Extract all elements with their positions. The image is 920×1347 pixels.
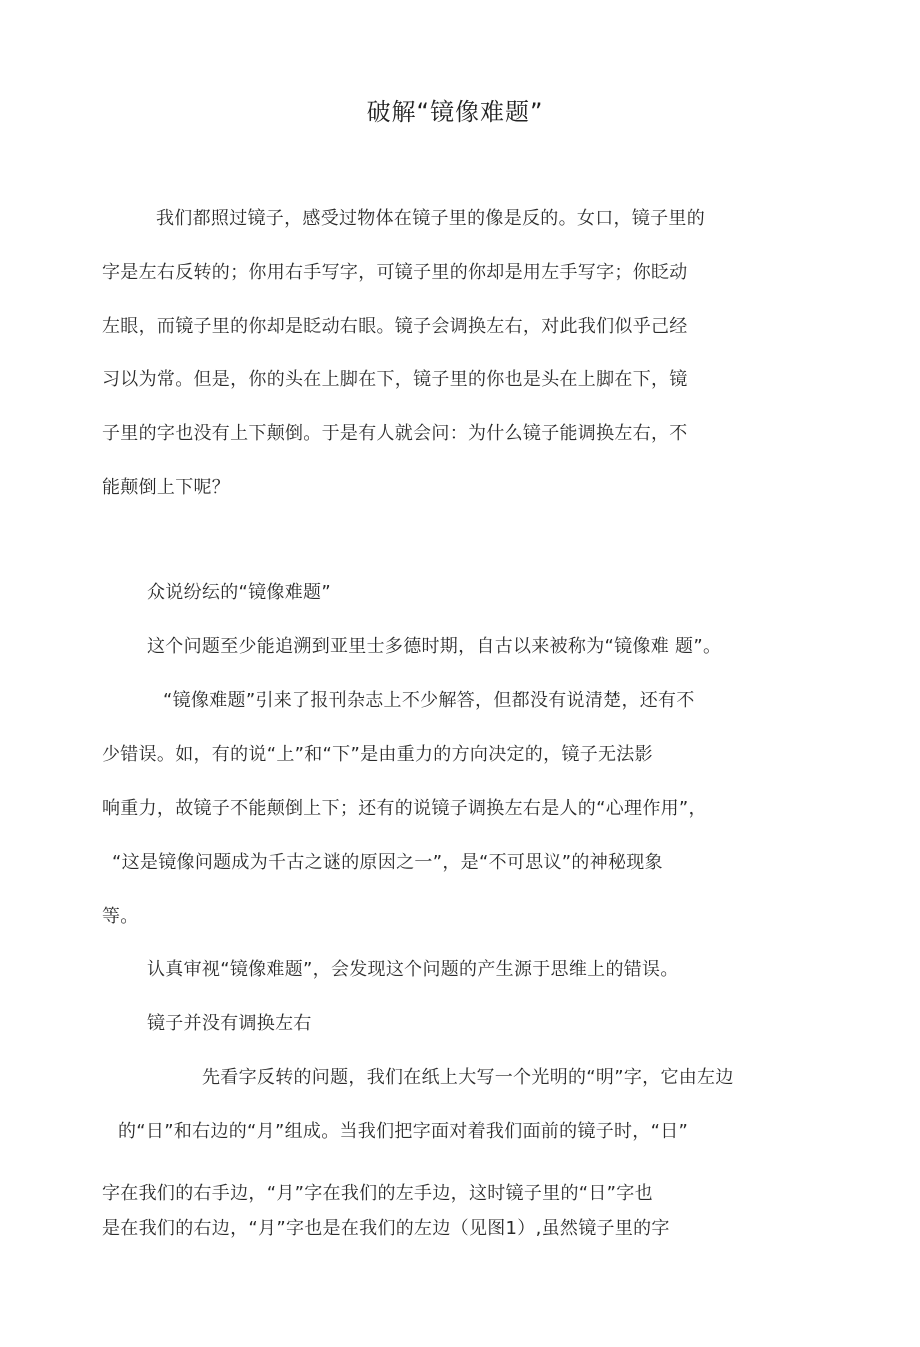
paragraph-line: 的“日”和右边的“月”组成。当我们把字面对着我们面前的镜子时，“日” <box>118 1121 689 1142</box>
paragraph-line: 少错误。如，有的说“上”和“下”是由重力的方向决定的，镜子无法影 <box>102 744 653 765</box>
paragraph-line: 左眼，而镜子里的你却是眨动右眼。镜子会调换左右，对此我们似乎己经 <box>102 316 688 337</box>
paragraph-line: 字是左右反转的；你用右手写字，可镜子里的你却是用左手写字；你眨动 <box>102 262 688 283</box>
paragraph-line: 响重力，故镜子不能颠倒上下；还有的说镜子调换左右是人的“心理作用”， <box>102 798 707 819</box>
paragraph-line: 等。 <box>102 906 139 927</box>
paragraph-line: 这个问题至少能追溯到亚里士多德时期，自古以来被称为“镜像难 题”。 <box>147 636 722 657</box>
paragraph-line: 是在我们的右边，“月”字也是在我们的左边（见图1）,虽然镜子里的字 <box>102 1218 670 1239</box>
paragraph-line: 子里的字也没有上下颠倒。于是有人就会问：为什么镜子能调换左右，不 <box>102 423 688 444</box>
document-title: 破解“镜像难题” <box>366 98 544 126</box>
paragraph-line: 习以为常。但是，你的头在上脚在下，镜子里的你也是头在上脚在下，镜 <box>102 369 688 390</box>
paragraph-line: “这是镜像问题成为千古之谜的原因之一”，是“不可思议”的神秘现象 <box>112 852 663 873</box>
paragraph-line: 字在我们的右手边，“月”字在我们的左手边，这时镜子里的“日”字也 <box>102 1183 653 1204</box>
section-heading: 镜子并没有调换左右 <box>147 1013 312 1034</box>
paragraph-line: 能颠倒上下呢？ <box>102 477 231 498</box>
paragraph-line: 先看字反转的问题，我们在纸上大写一个光明的“明”字，它由左边 <box>202 1067 734 1088</box>
paragraph-line: 认真审视“镜像难题”，会发现这个问题的产生源于思维上的错误。 <box>147 959 679 980</box>
section-heading: 众说纷纭的“镜像难题” <box>147 582 331 603</box>
paragraph-line: “镜像难题”引来了报刊杂志上不少解答，但都没有说清楚，还有不 <box>163 690 695 711</box>
paragraph-line: 我们都照过镜子，感受过物体在镜子里的像是反的。女口，镜子里的 <box>156 208 705 229</box>
